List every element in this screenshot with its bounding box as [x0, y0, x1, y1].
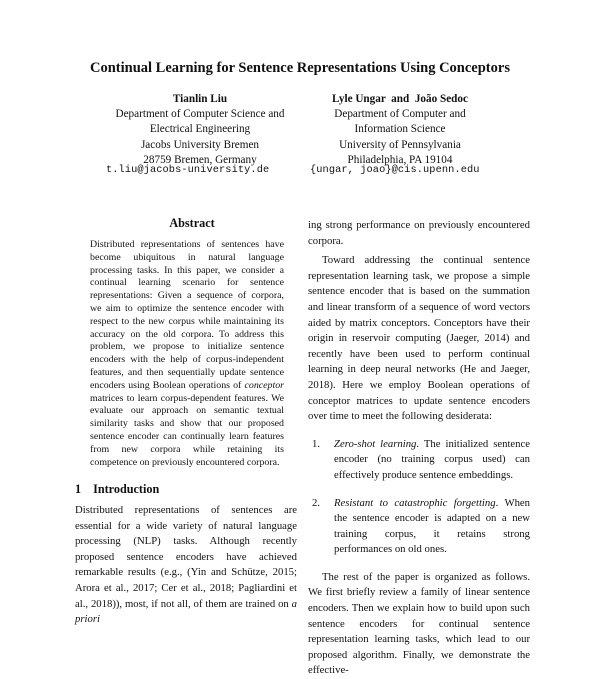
abstract-text-part: Distributed representations of sentences have become ubiquitous in natural language processing tasks. In this paper, we consider a continual learning scenario for sentence representations: Given a sequence of corpora, we aim to optimize the sentence encoder with respect to the new corpus while maintaining its accuracy on the old corpora. To address this problem, we propose to initialize sentence encoders with the help of corpus-independent features, and then sequentially update sentence encoders using Boolean operations of — [90, 239, 284, 391]
section-heading-introduction — [75, 482, 159, 497]
paper-title: Continual Learning for Sentence Representations Using Conceptors — [90, 60, 510, 76]
author-affiliation-line: Information Science — [354, 123, 446, 136]
author-email: {ungar, joao}@cis.upenn.edu — [310, 164, 480, 176]
author-email: t.liu@jacobs-university.de — [106, 164, 270, 176]
section-number: 1 — [75, 482, 82, 496]
author-affiliation-line: Department of Computer Science and — [115, 108, 285, 121]
introduction-italic-term: a priori — [75, 597, 297, 626]
list-item-title: Zero-shot learning — [334, 437, 417, 450]
introduction-text — [75, 503, 297, 628]
list-number: 1. — [312, 437, 321, 450]
list-item — [308, 437, 530, 484]
continuation-paragraph: ing strong performance on previously encountered corpora. — [308, 219, 530, 247]
section-title: Introduction — [93, 482, 160, 496]
list-number: 2. — [312, 496, 321, 509]
author-name: Tianlin Liu — [172, 93, 228, 105]
desiderata-list — [308, 437, 530, 558]
author-block-1 — [100, 92, 300, 168]
abstract-heading: Abstract — [169, 216, 215, 230]
author-name: Lyle Ungar and João Sedoc — [332, 93, 468, 105]
list-item-text — [334, 437, 530, 484]
paragraph-toward: Toward addressing the continual sentence representation learning task, we propose a simple sentence encoder that is based on the summation and linear transform of a sequence of word vectors aided by matrix conceptors. Conceptors have their origin in reservoir computing (Jaeger, 2014) and recently have been used to perform continual learning in deep neural networks (He and Jaeger, 2018). Here we employ Boolean operations of conceptor matrices to update sentence encoders over time to meet the following desiderata: — [308, 254, 530, 423]
paragraph-rest: The rest of the paper is organized as follows. We first briefly review a family of linear sentence encoders. Then we explain how to build upon such sentence encoders for continual sentence representation learning tasks, which lead to our proposed algorithm. Finally, we demonstrate the effective- — [308, 570, 530, 677]
list-item-body: . When the sentence encoder is adapted on a new training corpus, it retains strong performances on old ones. — [334, 496, 531, 556]
abstract-text — [90, 239, 284, 469]
author-affiliation-line: Department of Computer and — [334, 108, 466, 121]
abstract-text-part: matrices to learn corpus-dependent features. We evaluate our approach on semantic textual similarity tasks and show that our proposed sentence encoder can continually learn features from new corpora while retaining its competence on previously encountered corpora. — [90, 392, 284, 468]
list-item-body: . The initialized sentence encoder (no training corpus used) can effectively produce sentence embeddings. — [334, 437, 530, 481]
introduction-text-part: Distributed representations of sentences are essential for a wide variety of natural language processing (NLP) tasks. Although recently proposed sentence encoders have achieved remarkable results (e.g., (Yin and Schütze, 2015; Arora et al., 2017; Cer et al., 2018; Pagliardini et al., 2018)), most, if not all, of them are trained on — [75, 504, 297, 610]
list-item — [308, 496, 530, 558]
author-block-2 — [300, 92, 500, 168]
list-item-title: Resistant to catastrophic forgetting — [334, 496, 496, 509]
list-item-text — [334, 496, 530, 558]
author-affiliation-line: Electrical Engineering — [149, 123, 251, 136]
author-affiliation-line: University of Pennsylvania — [339, 138, 461, 151]
abstract-italic-term: conceptor — [244, 379, 285, 391]
author-affiliation-line: 28759 Bremen, Germany — [143, 153, 257, 166]
author-affiliation-line: Philadelphia, PA 19104 — [347, 153, 453, 166]
right-column — [308, 218, 530, 679]
author-affiliation-line: Jacobs University Bremen — [140, 138, 260, 151]
